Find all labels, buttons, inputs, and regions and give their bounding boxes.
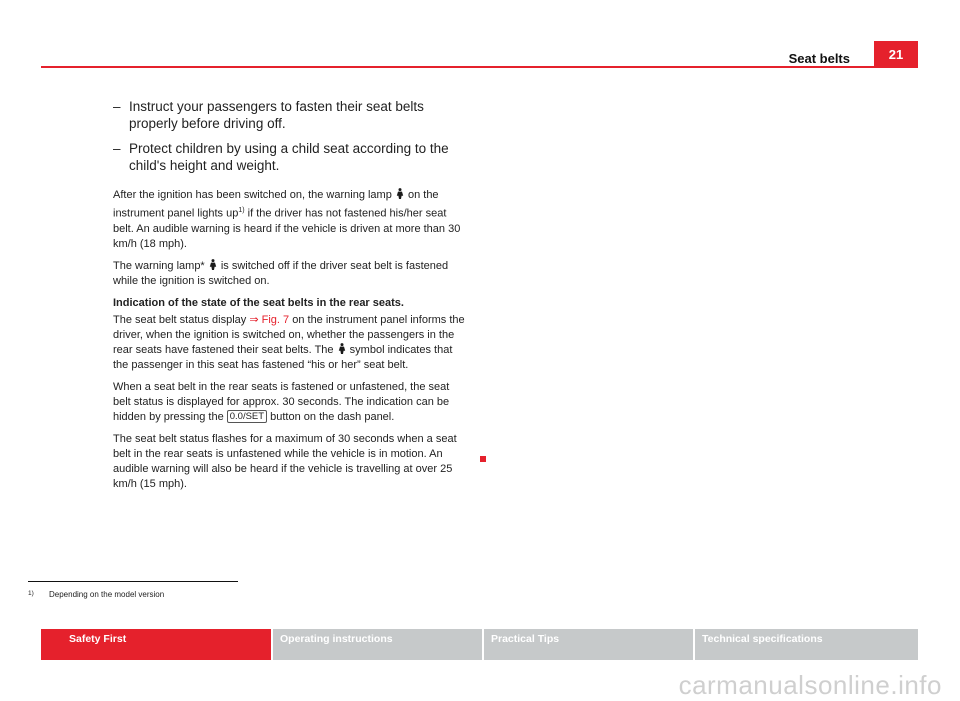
- footnote-rule: [28, 581, 238, 582]
- status-display-paragraph: The seat belt status display ⇒ Fig. 7 on the instrument panel informs the driver, when the ignition is switched on, whether the passengers in the rear seats have fastened their seat belts. The symbol indicates that the passenger in this seat has fastened “his or her” seat belt.: [113, 313, 465, 371]
- list-item: [113, 98, 465, 132]
- seatbelt-person-icon: [338, 343, 346, 354]
- list-item: [113, 140, 465, 174]
- footnote-mark: 1): [28, 590, 34, 597]
- footnote-text: Depending on the model version: [49, 590, 165, 599]
- tab-safety-first[interactable]: Safety First: [41, 629, 271, 660]
- warning-lamp-paragraph: After the ignition has been switched on, the warning lamp on the instrument panel lights $up^{1)}$ if the driver has not fastened his/her seat belt. An audible warning is heard if the vehicle is driven at more than 30 km/h (18 mph).: [113, 189, 461, 250]
- fasten-status-paragraph: When a seat belt in the rear seats is fastened or unfastened, the seat belt status is displayed for approx. 30 seconds. The indication can be hidden by pressing the 0.0/SET button on the dash panel.: [113, 380, 450, 423]
- main-content: [113, 98, 465, 499]
- tab-operating-instructions[interactable]: Operating instructions: [273, 629, 482, 660]
- seatbelt-person-icon: [209, 259, 217, 270]
- section-end-mark: [480, 456, 486, 462]
- header-rule: [41, 66, 918, 68]
- tab-technical-specifications[interactable]: Technical specifications: [695, 629, 918, 660]
- bullet-dash: –: [113, 141, 121, 156]
- bullet-text: Instruct your passengers to fasten their seat belts properly before driving off.: [129, 99, 424, 131]
- footnote-ref: 1): [238, 207, 245, 214]
- bullet-dash: –: [113, 99, 121, 114]
- section-title: Seat belts: [788, 51, 850, 66]
- watermark: carmanualsonline.info: [678, 670, 942, 700]
- flash-status-paragraph: The seat belt status flashes for a maximum of 30 seconds when a seat belt in the rear seats is unfastened while the vehicle is in motion. An audible warning will also be heard if the vehicle is travelling at over 25 km/h (15 mph).: [113, 432, 457, 490]
- lamp-off-paragraph: The warning lamp* is switched off if the driver seat belt is fastened while the ignition is switched on.: [113, 259, 449, 287]
- footnote: [28, 590, 164, 599]
- figure-link[interactable]: ⇒ Fig. 7: [249, 313, 290, 326]
- seatbelt-person-icon: [396, 188, 404, 199]
- page-number: 21: [874, 41, 918, 68]
- footer-nav: [41, 629, 918, 660]
- rear-seat-heading: Indication of the state of the seat belts in the rear seats.: [113, 296, 404, 309]
- tab-practical-tips[interactable]: Practical Tips: [484, 629, 693, 660]
- set-button-label: 0.0/SET: [227, 410, 267, 423]
- bullet-text: Protect children by using a child seat according to the child's height and weight.: [129, 141, 449, 173]
